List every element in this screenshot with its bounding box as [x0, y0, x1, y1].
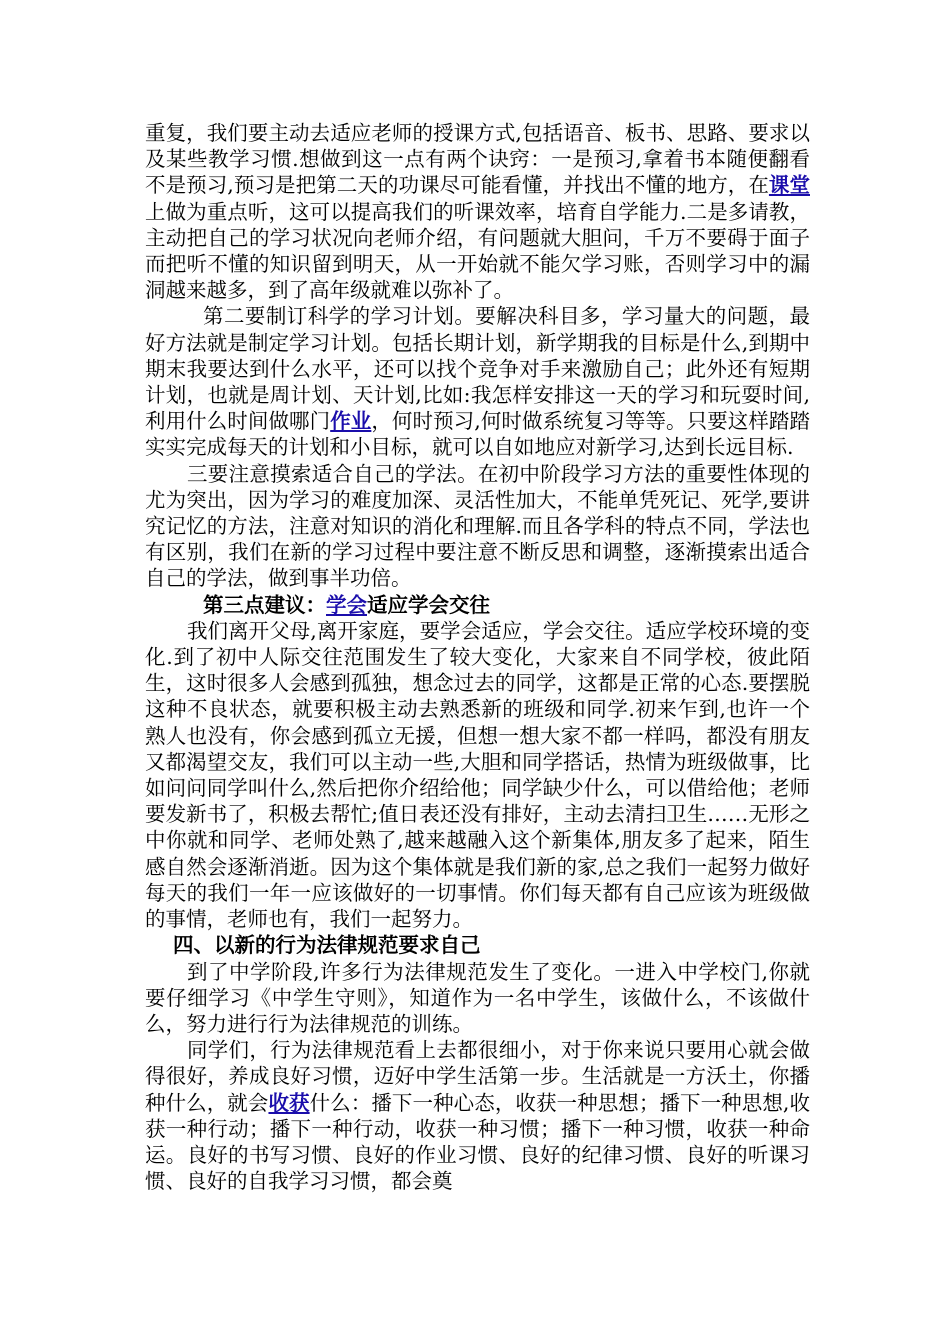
- heading-text: 适应学会交往: [367, 592, 490, 617]
- paragraph-good-habits: [145, 1037, 810, 1194]
- document-page: [145, 120, 810, 1194]
- paragraph-text: 同学们，行为法律规范看上去都很细小，对于你来说只要用心就会做得很好，养成良好习惯，迈好中学生活第一步。生活就是一方沃土，你播种什么，就会: [145, 1038, 810, 1115]
- paragraph-text: 上做为重点听，这可以提高我们的听课效率，培育自学能力.二是多请教，主动把自己的学习状况向老师介绍，有问题就大胆问，千万不要碍于面子而把听不懂的知识留到明天，从一开始就不能欠学习账，否则学习中的漏洞越来越多，到了高年级就难以弥补了。: [145, 199, 810, 303]
- link-classroom[interactable]: 课堂: [768, 173, 810, 198]
- paragraph-adapt-teaching: [145, 120, 810, 303]
- paragraph-text: 第二要制订科学的学习计划。要解决科目多，学习量大的问题，最好方法就是制定学习计划。包括长期计划，新学期我的目标是什么,到期中期末我要达到什么水平，还可以找个竞争对手来激励自己；此外还有短期计划，也就是周计划、天计划,比如:我怎样安排这一天的学习和玩耍时间,利用什么时间做哪门: [145, 304, 810, 434]
- link-homework[interactable]: 作业: [330, 409, 372, 434]
- paragraph-text: ，何时预习,何时做系统复习等等。只要这样踏踏实实完成每天的计划和小目标，就可以自如地应对新学习,达到长远目标.: [145, 409, 811, 460]
- heading-text: 四、以新的行为法律规范要求自己: [173, 933, 481, 958]
- paragraph-text: 三要注意摸索适合自己的学法。在初中阶段学习方法的重要性体现的尤为突出，因为学习的难度加深、灵活性加大，不能单凭死记、死学,要讲究记忆的方法，注意对知识的消化和理解.而且各学科的特点不同，学法也有区别，我们在新的学习过程中要注意不断反思和调整，逐渐摸索出适合自己的学法，做到事半功倍。: [145, 461, 810, 591]
- heading-text: 第三点建议：: [203, 592, 326, 617]
- paragraph-adapt-and-socialize: [145, 618, 810, 932]
- paragraph-middle-school-norms: [145, 959, 810, 1038]
- paragraph-text: 重复，我们要主动去适应老师的授课方式,包括语音、板书、思路、要求以及某些教学习惯.想做到这一点有两个诀窍：一是预习,拿着书本随便翻看不是预习,预习是把第二天的功课尽可能看懂，并找出不懂的地方，在: [145, 121, 810, 198]
- paragraph-text: 到了中学阶段,许多行为法律规范发生了变化。一进入中学校门,你就要仔细学习《中学生守则》，知道作为一名中学生，该做什么，不该做什么，努力进行行为法律规范的训练。: [145, 959, 810, 1036]
- paragraph-text: 什么：播下一种心态，收获一种思想；播下一种思想,收获一种行动；播下一种行动，收获一种习惯；播下一种习惯，收获一种命运。良好的书写习惯、良好的作业习惯、良好的纪律习惯、良好的听课习惯、良好的自我学习习惯，都会奠: [145, 1090, 811, 1194]
- paragraph-study-plan: [145, 303, 810, 460]
- section-heading-behavior-norms: [145, 932, 810, 958]
- link-learn[interactable]: 学会: [326, 592, 367, 617]
- link-harvest[interactable]: 收获: [268, 1090, 310, 1115]
- paragraph-study-method: [145, 461, 810, 592]
- section-heading-third-suggestion: [145, 592, 810, 618]
- paragraph-text: 我们离开父母,离开家庭，要学会适应，学会交往。适应学校环境的变化.到了初中人际交往范围发生了较大变化，大家来自不同学校，彼此陌生，这时很多人会感到孤独，想念过去的同学，这都是正常的心态.要摆脱这种不良状态，就要积极主动去熟悉新的班级和同学.初来乍到,也许一个熟人也没有，你会感到孤立无援，但想一想大家不都一样吗，都没有朋友又都渴望交友，我们可以主动一些,大胆和同学搭话，热情为班级做事，比如问问同学叫什么,然后把你介绍给他；同学缺少什么，可以借给他；老师要发新书了，积极去帮忙;值日表还没有排好，主动去清扫卫生……无形之中你就和同学、老师处熟了,越来越融入这个新集体,朋友多了起来，陌生感自然会逐渐消逝。因为这个集体就是我们新的家,总之我们一起努力做好每天的我们一年一应该做好的一切事情。你们每天都有自己应该为班级做的事情，老师也有，我们一起努力。: [145, 618, 810, 932]
